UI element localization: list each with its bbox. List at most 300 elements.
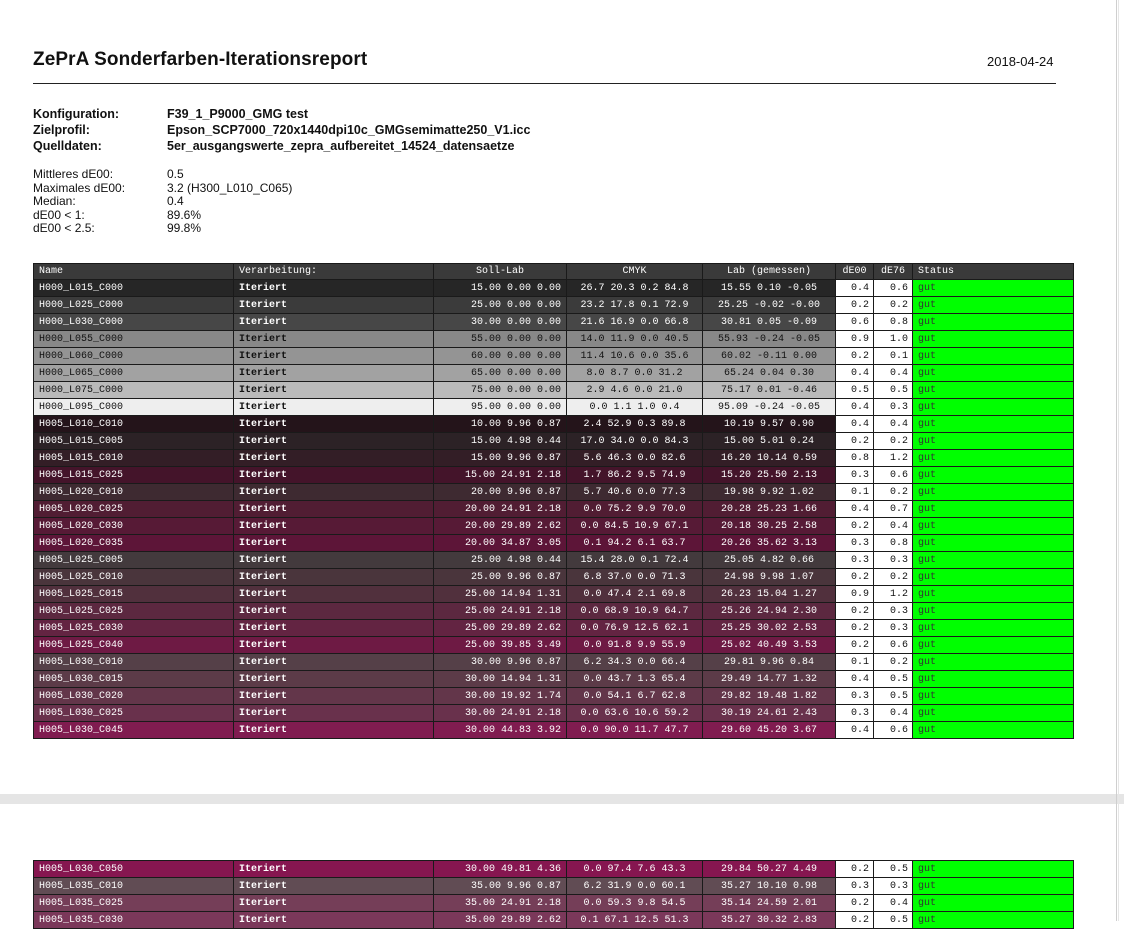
cell-de00: 0.6 xyxy=(836,314,874,331)
col-header-name: Name xyxy=(34,264,234,280)
cell-soll-lab: 55.00 0.00 0.00 xyxy=(434,331,567,348)
cell-soll-lab: 25.00 0.00 0.00 xyxy=(434,297,567,314)
cell-cmyk: 0.0 97.4 7.6 43.3 xyxy=(567,861,703,878)
stats-value: 0.4 xyxy=(167,194,184,208)
cell-name: H005_L035_C010 xyxy=(34,878,234,895)
cell-de76: 0.3 xyxy=(874,399,913,416)
cell-soll-lab: 25.00 14.94 1.31 xyxy=(434,586,567,603)
page-edge xyxy=(1116,0,1117,921)
cell-cmyk: 5.7 40.6 0.0 77.3 xyxy=(567,484,703,501)
table-row xyxy=(34,722,1074,739)
cell-soll-lab: 35.00 29.89 2.62 xyxy=(434,912,567,929)
cell-lab-measured: 15.55 0.10 -0.05 xyxy=(703,280,836,297)
table-header-row xyxy=(34,264,1074,280)
cell-de76: 0.4 xyxy=(874,705,913,722)
cell-processing: Iteriert xyxy=(234,722,434,739)
cell-soll-lab: 20.00 24.91 2.18 xyxy=(434,501,567,518)
table-row xyxy=(34,912,1074,929)
cell-status: gut xyxy=(913,895,1074,912)
cell-processing: Iteriert xyxy=(234,467,434,484)
results-table xyxy=(33,263,1074,739)
cell-processing: Iteriert xyxy=(234,416,434,433)
cell-soll-lab: 65.00 0.00 0.00 xyxy=(434,365,567,382)
cell-soll-lab: 30.00 0.00 0.00 xyxy=(434,314,567,331)
stats-label: Maximales dE00: xyxy=(33,180,126,195)
cell-status: gut xyxy=(913,722,1074,739)
cell-cmyk: 0.1 67.1 12.5 51.3 xyxy=(567,912,703,929)
config-row xyxy=(33,122,530,138)
cell-de00: 0.3 xyxy=(836,467,874,484)
config-label: Quelldaten: xyxy=(33,139,102,153)
cell-lab-measured: 25.05 4.82 0.66 xyxy=(703,552,836,569)
stats-value: 3.2 (H300_L010_C065) xyxy=(167,180,293,195)
cell-name: H005_L025_C010 xyxy=(34,569,234,586)
cell-lab-measured: 29.49 14.77 1.32 xyxy=(703,671,836,688)
cell-name: H005_L025_C025 xyxy=(34,603,234,620)
cell-processing: Iteriert xyxy=(234,297,434,314)
cell-name: H000_L095_C000 xyxy=(34,399,234,416)
cell-de76: 0.6 xyxy=(874,280,913,297)
table-row xyxy=(34,297,1074,314)
cell-cmyk: 0.0 59.3 9.8 54.5 xyxy=(567,895,703,912)
cell-de00: 0.4 xyxy=(836,280,874,297)
cell-de00: 0.2 xyxy=(836,518,874,535)
cell-processing: Iteriert xyxy=(234,688,434,705)
cell-cmyk: 2.4 52.9 0.3 89.8 xyxy=(567,416,703,433)
cell-status: gut xyxy=(913,365,1074,382)
table-row xyxy=(34,552,1074,569)
page-edge-shadow xyxy=(1118,0,1119,921)
cell-lab-measured: 30.19 24.61 2.43 xyxy=(703,705,836,722)
cell-lab-measured: 65.24 0.04 0.30 xyxy=(703,365,836,382)
cell-soll-lab: 25.00 39.85 3.49 xyxy=(434,637,567,654)
cell-cmyk: 0.0 91.8 9.9 55.9 xyxy=(567,637,703,654)
cell-soll-lab: 75.00 0.00 0.00 xyxy=(434,382,567,399)
cell-soll-lab: 25.00 29.89 2.62 xyxy=(434,620,567,637)
config-row xyxy=(33,106,530,122)
cell-cmyk: 2.9 4.6 0.0 21.0 xyxy=(567,382,703,399)
table-row xyxy=(34,535,1074,552)
cell-cmyk: 0.0 54.1 6.7 62.8 xyxy=(567,688,703,705)
title-divider xyxy=(33,83,1056,84)
table-row xyxy=(34,433,1074,450)
table-row xyxy=(34,586,1074,603)
cell-name: H005_L025_C015 xyxy=(34,586,234,603)
cell-soll-lab: 35.00 24.91 2.18 xyxy=(434,895,567,912)
cell-de00: 0.3 xyxy=(836,705,874,722)
cell-lab-measured: 20.28 25.23 1.66 xyxy=(703,501,836,518)
cell-name: H005_L025_C005 xyxy=(34,552,234,569)
stats-label: Mittleres dE00: xyxy=(33,167,114,181)
cell-processing: Iteriert xyxy=(234,552,434,569)
cell-soll-lab: 30.00 44.83 3.92 xyxy=(434,722,567,739)
cell-de00: 0.9 xyxy=(836,331,874,348)
table-row xyxy=(34,467,1074,484)
cell-cmyk: 6.8 37.0 0.0 71.3 xyxy=(567,569,703,586)
cell-status: gut xyxy=(913,518,1074,535)
cell-processing: Iteriert xyxy=(234,586,434,603)
cell-de76: 0.5 xyxy=(874,688,913,705)
cell-processing: Iteriert xyxy=(234,399,434,416)
cell-de00: 0.2 xyxy=(836,637,874,654)
cell-cmyk: 21.6 16.9 0.0 66.8 xyxy=(567,314,703,331)
cell-de76: 0.3 xyxy=(874,603,913,620)
cell-status: gut xyxy=(913,399,1074,416)
cell-status: gut xyxy=(913,331,1074,348)
cell-cmyk: 0.0 90.0 11.7 47.7 xyxy=(567,722,703,739)
cell-processing: Iteriert xyxy=(234,450,434,467)
cell-de00: 0.2 xyxy=(836,297,874,314)
cell-name: H005_L030_C050 xyxy=(34,861,234,878)
cell-name: H005_L025_C030 xyxy=(34,620,234,637)
report-title: ZePrA Sonderfarben-Iterationsreport xyxy=(33,49,368,70)
cell-status: gut xyxy=(913,688,1074,705)
cell-de76: 0.1 xyxy=(874,348,913,365)
cell-soll-lab: 20.00 9.96 0.87 xyxy=(434,484,567,501)
cell-cmyk: 11.4 10.6 0.0 35.6 xyxy=(567,348,703,365)
cell-soll-lab: 30.00 24.91 2.18 xyxy=(434,705,567,722)
cell-lab-measured: 25.02 40.49 3.53 xyxy=(703,637,836,654)
cell-lab-measured: 29.60 45.20 3.67 xyxy=(703,722,836,739)
cell-name: H000_L025_C000 xyxy=(34,297,234,314)
cell-de76: 0.4 xyxy=(874,895,913,912)
cell-lab-measured: 35.27 30.32 2.83 xyxy=(703,912,836,929)
cell-soll-lab: 30.00 49.81 4.36 xyxy=(434,861,567,878)
cell-de00: 0.4 xyxy=(836,671,874,688)
cell-de00: 0.4 xyxy=(836,501,874,518)
table-row xyxy=(34,280,1074,297)
cell-de76: 0.5 xyxy=(874,671,913,688)
cell-status: gut xyxy=(913,297,1074,314)
stats-label: dE00 < 1: xyxy=(33,207,85,222)
cell-lab-measured: 29.81 9.96 0.84 xyxy=(703,654,836,671)
cell-cmyk: 15.4 28.0 0.1 72.4 xyxy=(567,552,703,569)
cell-lab-measured: 25.25 -0.02 -0.00 xyxy=(703,297,836,314)
cell-processing: Iteriert xyxy=(234,433,434,450)
cell-lab-measured: 29.84 50.27 4.49 xyxy=(703,861,836,878)
table-row xyxy=(34,569,1074,586)
config-value: F39_1_P9000_GMG test xyxy=(167,107,309,121)
cell-de76: 0.7 xyxy=(874,501,913,518)
cell-processing: Iteriert xyxy=(234,280,434,297)
cell-de00: 0.2 xyxy=(836,912,874,929)
cell-de00: 0.2 xyxy=(836,620,874,637)
cell-status: gut xyxy=(913,878,1074,895)
cell-cmyk: 5.6 46.3 0.0 82.6 xyxy=(567,450,703,467)
cell-soll-lab: 15.00 4.98 0.44 xyxy=(434,433,567,450)
cell-processing: Iteriert xyxy=(234,654,434,671)
cell-lab-measured: 25.25 30.02 2.53 xyxy=(703,620,836,637)
cell-de76: 0.8 xyxy=(874,314,913,331)
table-row xyxy=(34,637,1074,654)
cell-lab-measured: 75.17 0.01 -0.46 xyxy=(703,382,836,399)
cell-de00: 0.3 xyxy=(836,688,874,705)
cell-processing: Iteriert xyxy=(234,382,434,399)
cell-name: H005_L030_C020 xyxy=(34,688,234,705)
cell-de00: 0.2 xyxy=(836,569,874,586)
cell-de00: 0.3 xyxy=(836,552,874,569)
cell-de76: 0.4 xyxy=(874,365,913,382)
cell-soll-lab: 25.00 24.91 2.18 xyxy=(434,603,567,620)
cell-processing: Iteriert xyxy=(234,569,434,586)
cell-de76: 0.4 xyxy=(874,518,913,535)
col-header-de76: dE76 xyxy=(874,264,913,280)
cell-de00: 0.2 xyxy=(836,895,874,912)
cell-status: gut xyxy=(913,433,1074,450)
cell-de76: 0.6 xyxy=(874,722,913,739)
cell-name: H005_L020_C035 xyxy=(34,535,234,552)
cell-de76: 0.2 xyxy=(874,433,913,450)
cell-cmyk: 23.2 17.8 0.1 72.9 xyxy=(567,297,703,314)
cell-soll-lab: 30.00 14.94 1.31 xyxy=(434,671,567,688)
cell-status: gut xyxy=(913,705,1074,722)
table-body xyxy=(34,861,1074,929)
cell-de00: 0.4 xyxy=(836,365,874,382)
cell-status: gut xyxy=(913,484,1074,501)
col-header-cmyk: CMYK xyxy=(567,264,703,280)
stats-value: 99.8% xyxy=(167,221,202,235)
cell-cmyk: 0.0 63.6 10.6 59.2 xyxy=(567,705,703,722)
cell-name: H005_L010_C010 xyxy=(34,416,234,433)
cell-soll-lab: 20.00 34.87 3.05 xyxy=(434,535,567,552)
cell-de76: 0.8 xyxy=(874,535,913,552)
table-row xyxy=(34,450,1074,467)
cell-status: gut xyxy=(913,671,1074,688)
table-row xyxy=(34,895,1074,912)
cell-processing: Iteriert xyxy=(234,484,434,501)
table-row xyxy=(34,399,1074,416)
col-header-de00: dE00 xyxy=(836,264,874,280)
cell-status: gut xyxy=(913,552,1074,569)
cell-de76: 0.5 xyxy=(874,912,913,929)
cell-de76: 0.3 xyxy=(874,552,913,569)
cell-de00: 0.4 xyxy=(836,416,874,433)
cell-name: H005_L030_C025 xyxy=(34,705,234,722)
cell-cmyk: 0.1 94.2 6.1 63.7 xyxy=(567,535,703,552)
config-row xyxy=(33,138,530,154)
table-row xyxy=(34,878,1074,895)
cell-name: H005_L035_C030 xyxy=(34,912,234,929)
cell-status: gut xyxy=(913,535,1074,552)
table-row xyxy=(34,688,1074,705)
cell-status: gut xyxy=(913,603,1074,620)
table-row xyxy=(34,331,1074,348)
cell-de00: 0.3 xyxy=(836,535,874,552)
cell-cmyk: 0.0 68.9 10.9 64.7 xyxy=(567,603,703,620)
cell-status: gut xyxy=(913,314,1074,331)
stats-label: Median: xyxy=(33,194,76,208)
config-label: Konfiguration: xyxy=(33,107,120,121)
cell-name: H000_L015_C000 xyxy=(34,280,234,297)
cell-lab-measured: 95.09 -0.24 -0.05 xyxy=(703,399,836,416)
cell-name: H000_L060_C000 xyxy=(34,348,234,365)
cell-name: H000_L055_C000 xyxy=(34,331,234,348)
cell-soll-lab: 15.00 9.96 0.87 xyxy=(434,450,567,467)
cell-lab-measured: 60.02 -0.11 0.00 xyxy=(703,348,836,365)
cell-lab-measured: 20.18 30.25 2.58 xyxy=(703,518,836,535)
cell-name: H000_L075_C000 xyxy=(34,382,234,399)
stats-row xyxy=(33,209,292,223)
cell-name: H005_L020_C030 xyxy=(34,518,234,535)
cell-cmyk: 0.0 75.2 9.9 70.0 xyxy=(567,501,703,518)
cell-de00: 0.2 xyxy=(836,433,874,450)
table-row xyxy=(34,861,1074,878)
table-row xyxy=(34,620,1074,637)
table-row xyxy=(34,314,1074,331)
cell-processing: Iteriert xyxy=(234,603,434,620)
cell-de76: 0.4 xyxy=(874,416,913,433)
cell-lab-measured: 16.20 10.14 0.59 xyxy=(703,450,836,467)
cell-processing: Iteriert xyxy=(234,331,434,348)
stats-row xyxy=(33,222,292,236)
cell-cmyk: 14.0 11.9 0.0 40.5 xyxy=(567,331,703,348)
cell-lab-measured: 15.00 5.01 0.24 xyxy=(703,433,836,450)
cell-de76: 0.2 xyxy=(874,569,913,586)
stats-row xyxy=(33,168,292,182)
cell-soll-lab: 25.00 4.98 0.44 xyxy=(434,552,567,569)
cell-soll-lab: 35.00 9.96 0.87 xyxy=(434,878,567,895)
cell-lab-measured: 26.23 15.04 1.27 xyxy=(703,586,836,603)
cell-soll-lab: 20.00 29.89 2.62 xyxy=(434,518,567,535)
stats-value: 89.6% xyxy=(167,207,202,222)
cell-de00: 0.8 xyxy=(836,450,874,467)
cell-de00: 0.1 xyxy=(836,654,874,671)
cell-status: gut xyxy=(913,501,1074,518)
cell-processing: Iteriert xyxy=(234,314,434,331)
cell-de00: 0.2 xyxy=(836,348,874,365)
cell-processing: Iteriert xyxy=(234,501,434,518)
cell-de76: 0.3 xyxy=(874,620,913,637)
cell-lab-measured: 10.19 9.57 0.90 xyxy=(703,416,836,433)
cell-name: H005_L015_C010 xyxy=(34,450,234,467)
config-block xyxy=(33,106,530,154)
cell-de76: 0.2 xyxy=(874,297,913,314)
cell-cmyk: 17.0 34.0 0.0 84.3 xyxy=(567,433,703,450)
cell-de00: 0.3 xyxy=(836,878,874,895)
cell-status: gut xyxy=(913,416,1074,433)
table-row xyxy=(34,501,1074,518)
cell-cmyk: 1.7 86.2 9.5 74.9 xyxy=(567,467,703,484)
cell-lab-measured: 29.82 19.48 1.82 xyxy=(703,688,836,705)
cell-status: gut xyxy=(913,467,1074,484)
cell-name: H005_L030_C015 xyxy=(34,671,234,688)
cell-processing: Iteriert xyxy=(234,637,434,654)
cell-de00: 0.5 xyxy=(836,382,874,399)
col-header-status: Status xyxy=(913,264,1074,280)
cell-de76: 0.3 xyxy=(874,878,913,895)
report-date: 2018-04-24 xyxy=(987,54,1054,69)
cell-lab-measured: 30.81 0.05 -0.09 xyxy=(703,314,836,331)
cell-status: gut xyxy=(913,280,1074,297)
cell-de76: 0.5 xyxy=(874,382,913,399)
cell-lab-measured: 24.98 9.98 1.07 xyxy=(703,569,836,586)
cell-name: H005_L030_C045 xyxy=(34,722,234,739)
cell-processing: Iteriert xyxy=(234,861,434,878)
cell-de76: 1.2 xyxy=(874,450,913,467)
cell-cmyk: 0.0 1.1 1.0 0.4 xyxy=(567,399,703,416)
cell-de00: 0.9 xyxy=(836,586,874,603)
cell-lab-measured: 35.27 10.10 0.98 xyxy=(703,878,836,895)
cell-soll-lab: 30.00 19.92 1.74 xyxy=(434,688,567,705)
cell-lab-measured: 19.98 9.92 1.02 xyxy=(703,484,836,501)
cell-processing: Iteriert xyxy=(234,705,434,722)
table-row xyxy=(34,705,1074,722)
cell-name: H000_L065_C000 xyxy=(34,365,234,382)
cell-status: gut xyxy=(913,861,1074,878)
cell-soll-lab: 10.00 9.96 0.87 xyxy=(434,416,567,433)
cell-status: gut xyxy=(913,382,1074,399)
table-row xyxy=(34,518,1074,535)
stats-row xyxy=(33,195,292,209)
stats-label: dE00 < 2.5: xyxy=(33,221,95,235)
config-value: Epson_SCP7000_720x1440dpi10c_GMGsemimatte250_V1.icc xyxy=(167,123,531,137)
stats-value: 0.5 xyxy=(167,167,184,181)
cell-de76: 0.5 xyxy=(874,861,913,878)
page-separator xyxy=(0,794,1124,804)
table-row xyxy=(34,382,1074,399)
cell-lab-measured: 20.26 35.62 3.13 xyxy=(703,535,836,552)
cell-de00: 0.4 xyxy=(836,722,874,739)
table-row xyxy=(34,416,1074,433)
cell-de76: 1.0 xyxy=(874,331,913,348)
cell-de00: 0.2 xyxy=(836,861,874,878)
cell-de00: 0.4 xyxy=(836,399,874,416)
cell-status: gut xyxy=(913,637,1074,654)
cell-processing: Iteriert xyxy=(234,365,434,382)
cell-processing: Iteriert xyxy=(234,620,434,637)
cell-status: gut xyxy=(913,348,1074,365)
table-row xyxy=(34,365,1074,382)
cell-processing: Iteriert xyxy=(234,671,434,688)
cell-status: gut xyxy=(913,620,1074,637)
stats-block xyxy=(33,168,292,236)
config-value: 5er_ausgangswerte_zepra_aufbereitet_14524_datensaetze xyxy=(167,139,515,153)
config-label: Zielprofil: xyxy=(33,123,90,137)
cell-lab-measured: 25.26 24.94 2.30 xyxy=(703,603,836,620)
cell-cmyk: 8.0 8.7 0.0 31.2 xyxy=(567,365,703,382)
cell-soll-lab: 95.00 0.00 0.00 xyxy=(434,399,567,416)
table-row xyxy=(34,603,1074,620)
cell-cmyk: 0.0 84.5 10.9 67.1 xyxy=(567,518,703,535)
col-header-lab-measured: Lab (gemessen) xyxy=(703,264,836,280)
cell-cmyk: 0.0 43.7 1.3 65.4 xyxy=(567,671,703,688)
cell-cmyk: 26.7 20.3 0.2 84.8 xyxy=(567,280,703,297)
cell-status: gut xyxy=(913,450,1074,467)
cell-processing: Iteriert xyxy=(234,912,434,929)
cell-status: gut xyxy=(913,569,1074,586)
cell-processing: Iteriert xyxy=(234,878,434,895)
cell-de00: 0.1 xyxy=(836,484,874,501)
cell-status: gut xyxy=(913,586,1074,603)
cell-name: H005_L020_C025 xyxy=(34,501,234,518)
report-page-2 xyxy=(0,804,1116,926)
cell-name: H005_L035_C025 xyxy=(34,895,234,912)
cell-name: H005_L025_C040 xyxy=(34,637,234,654)
cell-soll-lab: 25.00 9.96 0.87 xyxy=(434,569,567,586)
cell-name: H000_L030_C000 xyxy=(34,314,234,331)
cell-cmyk: 6.2 34.3 0.0 66.4 xyxy=(567,654,703,671)
cell-lab-measured: 35.14 24.59 2.01 xyxy=(703,895,836,912)
cell-name: H005_L015_C005 xyxy=(34,433,234,450)
cell-name: H005_L015_C025 xyxy=(34,467,234,484)
cell-lab-measured: 55.93 -0.24 -0.05 xyxy=(703,331,836,348)
cell-de76: 1.2 xyxy=(874,586,913,603)
table-row xyxy=(34,654,1074,671)
col-header-processing: Verarbeitung: xyxy=(234,264,434,280)
cell-soll-lab: 60.00 0.00 0.00 xyxy=(434,348,567,365)
cell-processing: Iteriert xyxy=(234,895,434,912)
cell-de76: 0.6 xyxy=(874,467,913,484)
